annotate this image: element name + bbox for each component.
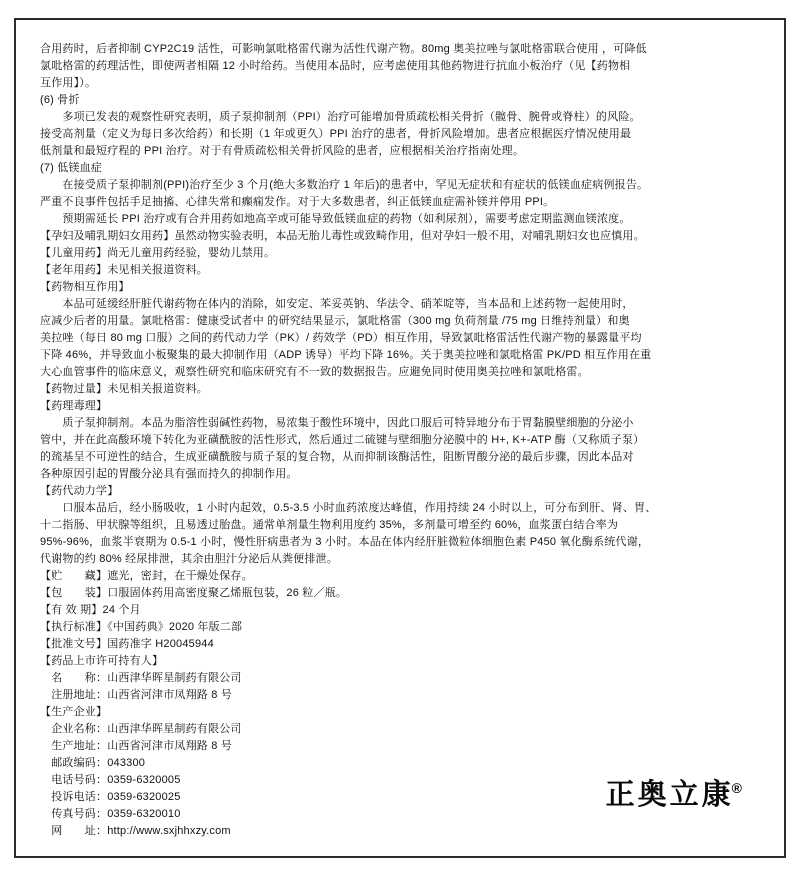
doc-line: 代谢物的约 80% 经尿排泄，其余由胆汁分泌后从粪便排泄。 xyxy=(40,553,338,565)
section-overdose: 【药物过量】未见相关报道资料。 xyxy=(40,383,208,395)
doc-line: 合用药时，后者抑制 CYP2C19 活性，可影响氯吡格雷代谢为活性代谢产物。80mg 奥美拉唑与氯吡格雷联合使用 ，可降低 xyxy=(40,43,647,55)
doc-line: 预期需延长 PPI 治疗或有合并用药如地高辛或可能导致低镁血症的药物（如利尿剂），需要考虑定期监测血镁浓度。 xyxy=(40,213,631,225)
section-heading-license-holder: 【药品上市许可持有人】 xyxy=(40,655,164,667)
doc-line: 严重不良事件包括手足抽搐、心律失常和癫痫发作。对于大多数患者，纠正低镁血症需补镁并停用 PPI。 xyxy=(40,196,555,208)
section-heading-drug-interactions: 【药物相互作用】 xyxy=(40,281,130,293)
postal-code: 邮政编码：043300 xyxy=(40,757,146,769)
section-pediatric-use: 【儿童用药】尚无儿童用药经验，婴幼儿禁用。 xyxy=(40,247,276,259)
section-pregnancy-use: 【孕妇及哺乳期妇女用药】虽然动物实验表明，本品无胎儿毒性或致畸作用，但对孕妇一般不用，对哺乳期妇女也应慎用。 xyxy=(40,230,645,242)
doc-line: 的巯基呈不可逆性的结合，生成亚磺酰胺与质子泵的复合物，从而抑制该酶活性，阻断胃酸分泌的最后步骤，因此本品对 xyxy=(40,451,634,463)
complaint-phone-number: 投诉电话：0359-6320025 xyxy=(40,791,181,803)
doc-line: 氯吡格雷的药理活性，即使两者相隔 12 小时给药。当使用本品时，应考虑使用其他药物进行抗血小板治疗（见【药物相 xyxy=(40,60,631,72)
doc-line: 管中，并在此高酸环境下转化为亚磺酰胺的活性形式，然后通过二硫键与壁细胞分泌膜中的 H+, K+-ATP 酶（又称质子泵） xyxy=(40,434,645,446)
document-text-block xyxy=(40,41,772,840)
doc-line: 互作用】）。 xyxy=(40,77,97,89)
section-packaging: 【包 装】口服固体药用高密度聚乙烯瓶包装，26 粒／瓶。 xyxy=(40,587,348,599)
brand-logo xyxy=(606,772,742,813)
registered-trademark-icon: ® xyxy=(731,780,742,797)
manufacturer-address: 生产地址：山西省河津市凤翔路 8 号 xyxy=(40,740,233,752)
doc-line: 质子泵抑制剂。本品为脂溶性弱碱性药物，易浓集于酸性环境中，因此口服后可特异地分布于胃黏膜壁细胞的分泌小 xyxy=(40,417,634,429)
insert-border-frame xyxy=(14,18,786,858)
section-shelf-life: 【有 效 期】24 个月 xyxy=(40,604,141,616)
section-standard: 【执行标准】《中国药典》2020 年版二部 xyxy=(40,621,243,633)
fax-number: 传真号码：0359-6320010 xyxy=(40,808,181,820)
doc-line: 美拉唑（每日 80 mg 口服）之间的药代动力学（PK）/ 药效学（PD）相互作用，导致氯吡格雷活性代谢产物的暴露量平均 xyxy=(40,332,642,344)
brand-logo-text: 正奥立康 xyxy=(605,779,734,811)
section-heading-hypomagnesemia: (7) 低镁血症 xyxy=(40,162,103,174)
doc-line: 在接受质子泵抑制剂(PPI)治疗至少 3 个月(绝大多数治疗 1 年后)的患者中，罕见无症状和有症状的低镁血症病例报告。 xyxy=(40,179,649,191)
section-geriatric-use: 【老年用药】未见相关报道资料。 xyxy=(40,264,208,276)
section-heading-manufacturer: 【生产企业】 xyxy=(40,706,108,718)
section-heading-pharmacokinetics: 【药代动力学】 xyxy=(40,485,119,497)
section-heading-pharmacology-toxicology: 【药理毒理】 xyxy=(40,400,108,412)
doc-line: 应减少后者的用量。氯吡格雷：健康受试者中 的研究结果显示，氯吡格雷（300 mg 负荷剂量 /75 mg 日维持剂量）和奥 xyxy=(40,315,630,327)
doc-line: 各种原因引起的胃酸分泌具有强而持久的抑制作用。 xyxy=(40,468,298,480)
doc-line: 口服本品后，经小肠吸收，1 小时内起效，0.5-3.5 小时血药浓度达峰值，作用持续 24 小时以上，可分布到肝、肾、胃、 xyxy=(40,502,657,514)
doc-line: 多项已发表的观察性研究表明，质子泵抑制剂（PPI）治疗可能增加骨质疏松相关骨折（髋骨、腕骨或脊柱）的风险。 xyxy=(40,111,641,123)
doc-line: 本品可延缓经肝脏代谢药物在体内的消除，如安定、苯妥英钠、华法令、硝苯啶等，当本品和上述药物一起使用时， xyxy=(40,298,634,310)
doc-line: 95%-96%，血浆半衰期为 0.5-1 小时，慢性肝病患者为 3 小时。本品在体内经肝脏微粒体细胞色素 P450 氧化酶系统代谢， xyxy=(40,536,650,548)
doc-line: 下降 46%，并导致血小板聚集的最大抑制作用（ADP 诱导）平均下降 16%。关于奥美拉唑和氯吡格雷 PK/PD 相互作用在重 xyxy=(40,349,652,361)
phone-number: 电话号码：0359-6320005 xyxy=(40,774,181,786)
doc-line: 低剂量和最短疗程的 PPI 治疗。对于有骨质疏松相关骨折风险的患者，应根据相关治疗指南处理。 xyxy=(40,145,525,157)
doc-line: 大心血管事件的临床意义，观察性研究和临床研究有不一致的数据报告。应避免同时使用奥美拉唑和氯吡格雷。 xyxy=(40,366,589,378)
license-holder-name: 名 称：山西津华晖星制药有限公司 xyxy=(40,672,242,684)
doc-line: 接受高剂量（定义为每日多次给药）和长期（1 年或更久）PPI 治疗的患者，骨折风险增加。患者应根据医疗情况使用最 xyxy=(40,128,632,140)
section-heading-fracture: (6) 骨折 xyxy=(40,94,80,106)
section-storage: 【贮 藏】遮光，密封，在干燥处保存。 xyxy=(40,570,253,582)
website-url: 网 址：http://www.sxjhhxzy.com xyxy=(40,825,231,837)
section-approval-number: 【批准文号】国药准字 H20045944 xyxy=(40,638,214,650)
manufacturer-name: 企业名称：山西津华晖星制药有限公司 xyxy=(40,723,242,735)
doc-line: 十二指肠、甲状腺等组织，且易透过胎盘。通常单剂量生物利用度约 35%，多剂量可增至约 60%，血浆蛋白结合率为 xyxy=(40,519,619,531)
license-holder-address: 注册地址：山西省河津市凤翔路 8 号 xyxy=(40,689,233,701)
